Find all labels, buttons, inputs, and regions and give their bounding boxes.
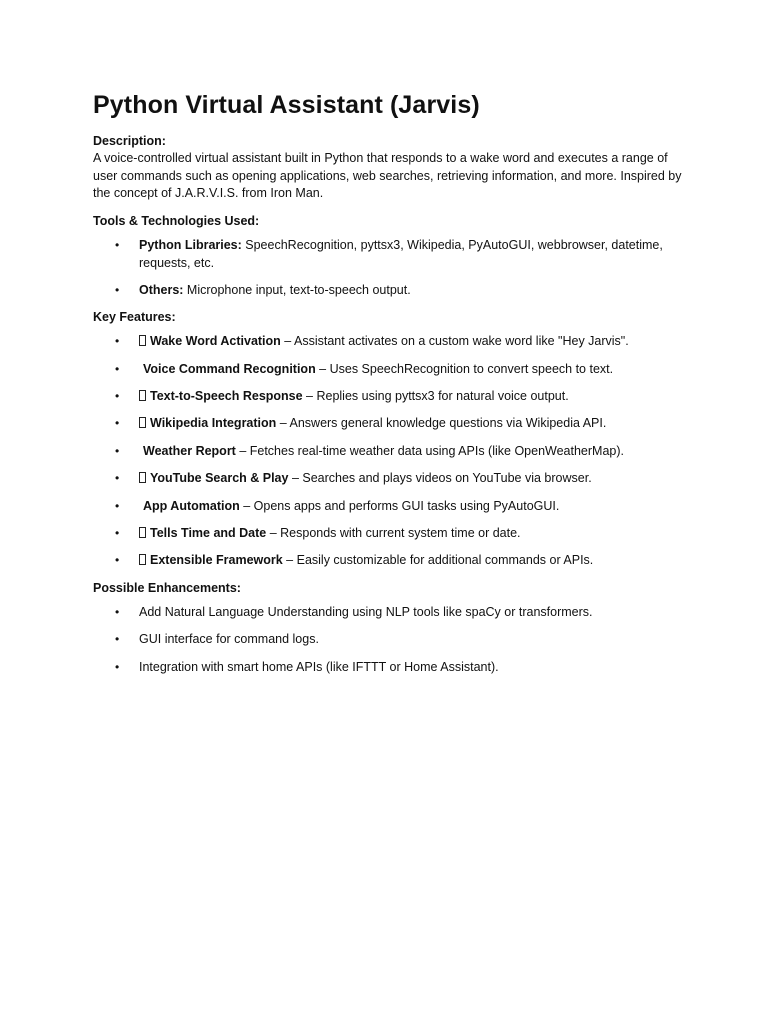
bullet-icon: • [115,526,120,541]
bullet-icon: • [115,471,120,486]
bullet-icon: • [115,443,120,458]
list-item [93,497,683,515]
bullet-icon: • [115,498,120,513]
list-item [93,236,683,272]
bullet-icon: • [115,553,120,568]
tools-heading: Tools & Technologies Used: [93,213,260,228]
feature-label: Wikipedia Integration [150,416,277,431]
list-item [93,414,683,432]
description-text: A voice-controlled virtual assistant built in Python that responds to a wake word and executes a range of user commands such as opening applications, web searches, retrieving information, and more. Inspired by the concept of J.A.R.V.I.S. from Iron Man. [93,151,682,200]
feature-text: – Replies using pyttsx3 for natural voice output. [302,389,569,404]
feature-label: App Automation [143,498,240,513]
missing-glyph-icon [139,390,146,401]
feature-label: Weather Report [143,443,236,458]
feature-text: – Answers general knowledge questions via Wikipedia API. [276,416,607,431]
list-item [93,603,683,621]
missing-glyph-icon [139,527,146,538]
bullet-icon: • [115,416,120,431]
bullet-icon: • [115,389,120,404]
features-heading: Key Features: [93,310,176,325]
list-item [93,658,683,676]
feature-text: – Easily customizable for additional commands or APIs. [282,553,594,568]
bullet-icon: • [115,632,120,647]
list-item [93,281,683,299]
missing-glyph-icon [139,554,146,565]
bullet-icon: • [115,282,120,297]
missing-glyph-icon [139,335,146,346]
list-item [93,332,683,350]
bullet-icon: • [115,237,120,252]
feature-text: – Uses SpeechRecognition to convert speech to text. [315,361,614,376]
feature-label: Extensible Framework [150,553,283,568]
list-item [93,524,683,542]
list-item [93,387,683,405]
tool-label: Others: [139,282,184,297]
missing-glyph-icon [139,472,146,483]
features-list [93,332,683,569]
feature-label: YouTube Search & Play [150,471,289,486]
bullet-icon: • [115,334,120,349]
list-item [93,630,683,648]
list-item [93,469,683,487]
list-item [93,442,683,460]
feature-label: Voice Command Recognition [143,361,316,376]
document-title: Python Virtual Assistant (Jarvis) [93,91,480,119]
tools-list [93,236,683,299]
feature-text: – Assistant activates on a custom wake word like "Hey Jarvis". [280,334,629,349]
tool-text: SpeechRecognition, pyttsx3, Wikipedia, PyAutoGUI, webbrowser, datetime, requests, etc. [139,237,663,270]
feature-text: – Fetches real-time weather data using APIs (like OpenWeatherMap). [235,443,624,458]
bullet-icon: • [115,604,120,619]
bullet-icon: • [115,659,120,674]
list-item [93,551,683,569]
enhancements-heading: Possible Enhancements: [93,580,241,595]
feature-label: Text-to-Speech Response [150,389,303,404]
enhancements-list [93,603,683,676]
document-content [93,88,683,685]
feature-text: – Searches and plays videos on YouTube via browser. [288,471,592,486]
feature-text: – Opens apps and performs GUI tasks using PyAutoGUI. [239,498,560,513]
enhancement-text: Add Natural Language Understanding using NLP tools like spaCy or transformers. [139,604,593,619]
feature-label: Wake Word Activation [150,334,281,349]
missing-glyph-icon [139,417,146,428]
feature-label: Tells Time and Date [150,526,267,541]
enhancement-text: Integration with smart home APIs (like IFTTT or Home Assistant). [139,659,499,674]
list-item [93,360,683,378]
tool-label: Python Libraries: [139,237,242,252]
tool-text: Microphone input, text-to-speech output. [183,282,411,297]
bullet-icon: • [115,361,120,376]
enhancement-text: GUI interface for command logs. [139,632,319,647]
description-heading: Description: [93,134,166,148]
feature-text: – Responds with current system time or date. [266,526,521,541]
